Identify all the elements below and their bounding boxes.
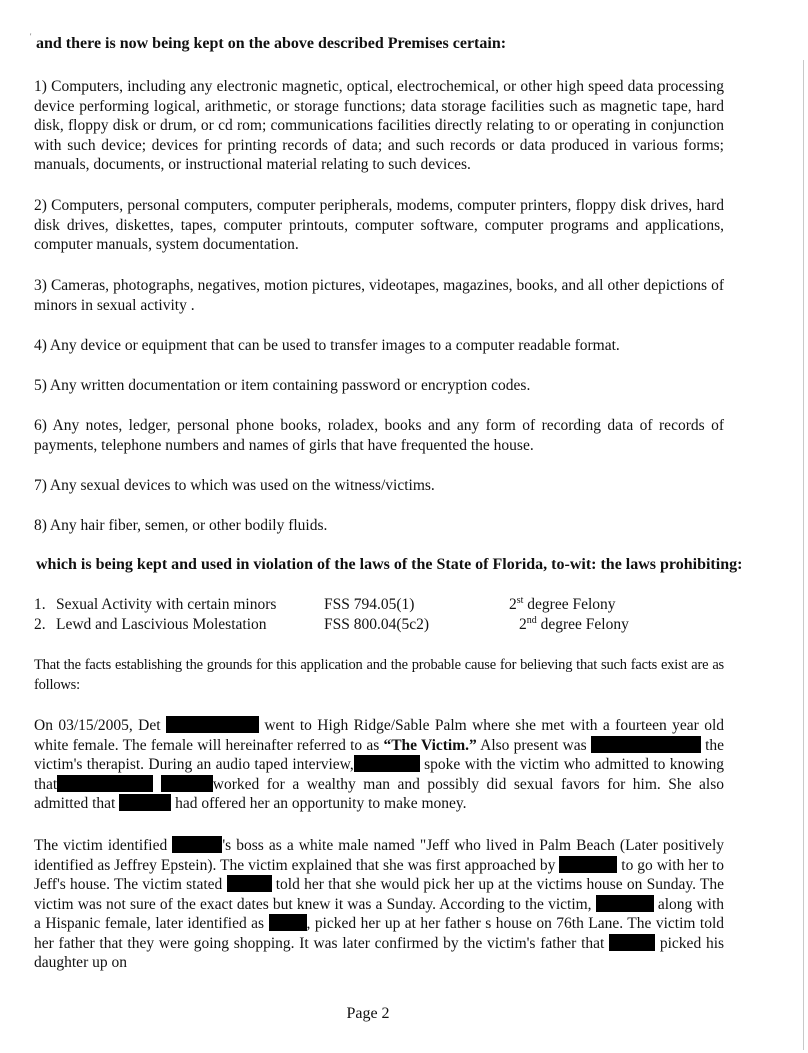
law-2-offense: Lewd and Lascivious Molestation	[56, 616, 267, 633]
item-7-text: 7) Any sexual devices to which was used on the witness/victims.	[34, 477, 435, 494]
redaction	[119, 794, 171, 811]
redaction	[57, 775, 153, 792]
item-3-text: 3) Cameras, photographs, negatives, motion pictures, videotapes, magazines, books, and all other depictions of minors in sexual activity .	[34, 277, 724, 314]
law-1-degree: 2st degree Felony	[509, 594, 616, 613]
page-edge-line	[803, 60, 804, 1050]
law-2-statute: FSS 800.04(5c2)	[324, 616, 430, 633]
redaction	[172, 836, 222, 853]
item-4	[34, 336, 724, 356]
item-6	[34, 416, 724, 455]
scan-mark: '	[30, 32, 32, 41]
narrative-paragraph-2: The victim identified 's boss as a white male named "Jeff who lived in Palm Beach (Later positively identified as Jeffrey Epstein). The victim explained that she was first approached by to go with her to Jeff's house. The victim stated told her that she would pick her up at the victims house on Sunday. The victim was not sure of the exact dates but knew it was a Sunday. According to the victim, along with a Hispanic female, later identified as , picked her up at her father s house on 76th Lane. The victim told her father that they were going shopping. It was later confirmed by the victim's father that picked his daughter up on	[34, 837, 725, 971]
redaction	[354, 755, 420, 772]
law-2-num: 2.	[34, 616, 46, 633]
redaction	[591, 736, 701, 753]
item-4-text: 4) Any device or equipment that can be used to transfer images to a computer readable format.	[34, 337, 620, 354]
redaction	[166, 716, 259, 733]
facts-intro: That the facts establishing the grounds for this application and the probable cause for believing that such facts exist are as follows:	[34, 657, 724, 693]
law-1-num: 1.	[34, 596, 46, 613]
item-8	[34, 516, 724, 536]
item-2-text: 2) Computers, personal computers, computer peripherals, modems, computer printers, floppy disk drives, hard disk drives, diskettes, tapes, computer printouts, computer software, computer programs and applications, computer manuals, system documentation.	[34, 197, 724, 253]
item-8-text: 8) Any hair fiber, semen, or other bodily fluids.	[34, 517, 328, 534]
item-5-text: 5) Any written documentation or item containing password or encryption codes.	[34, 377, 531, 394]
premises-heading: and there is now being kept on the above described Premises certain:	[36, 35, 507, 52]
item-6-text: 6) Any notes, ledger, personal phone books, roladex, books and any form of recording data of records of payments, telephone numbers and names of girls that have frequented the house.	[34, 417, 724, 454]
redaction	[227, 875, 272, 892]
redaction	[269, 914, 307, 931]
law-1-statute: FSS 794.05(1)	[324, 596, 415, 613]
redaction	[609, 934, 655, 951]
page-number: Page 2	[346, 1005, 390, 1022]
redaction	[596, 895, 654, 912]
item-7	[34, 476, 724, 496]
law-2-degree: 2nd degree Felony	[519, 614, 629, 633]
item-3	[34, 276, 724, 315]
item-2	[34, 196, 724, 255]
narrative-paragraph-1: On 03/15/2005, Det went to High Ridge/Sable Palm where she met with a fourteen year old white female. The female will hereinafter referred to as “The Victim.” Also present was the victim's therapist. During an audio taped interview, spoke with the victim who admitted to knowing that worked for a wealthy man and possibly did sexual favors for him. She also admitted that had offered her an opportunity to make money.	[34, 717, 725, 812]
laws-heading: which is being kept and used in violation of the laws of the State of Florida, to-wit: the laws prohibiting:	[36, 556, 743, 573]
law-1-offense: Sexual Activity with certain minors	[56, 596, 277, 613]
item-1	[34, 77, 724, 175]
redaction	[559, 856, 617, 873]
item-5	[34, 376, 724, 396]
item-1-text: 1) Computers, including any electronic magnetic, optical, electrochemical, or other high speed data processing device performing logical, arithmetic, or storage functions; data storage facilities such as magnetic tape, hard disk, floppy disk or drum, or cd rom; communications facilities directly relating to or operating in conjunction with such device; devices for printing records of data; and such records or data produced in various forms; manuals, documents, or instructional material relating to such devices.	[34, 78, 724, 173]
redaction	[161, 775, 213, 792]
